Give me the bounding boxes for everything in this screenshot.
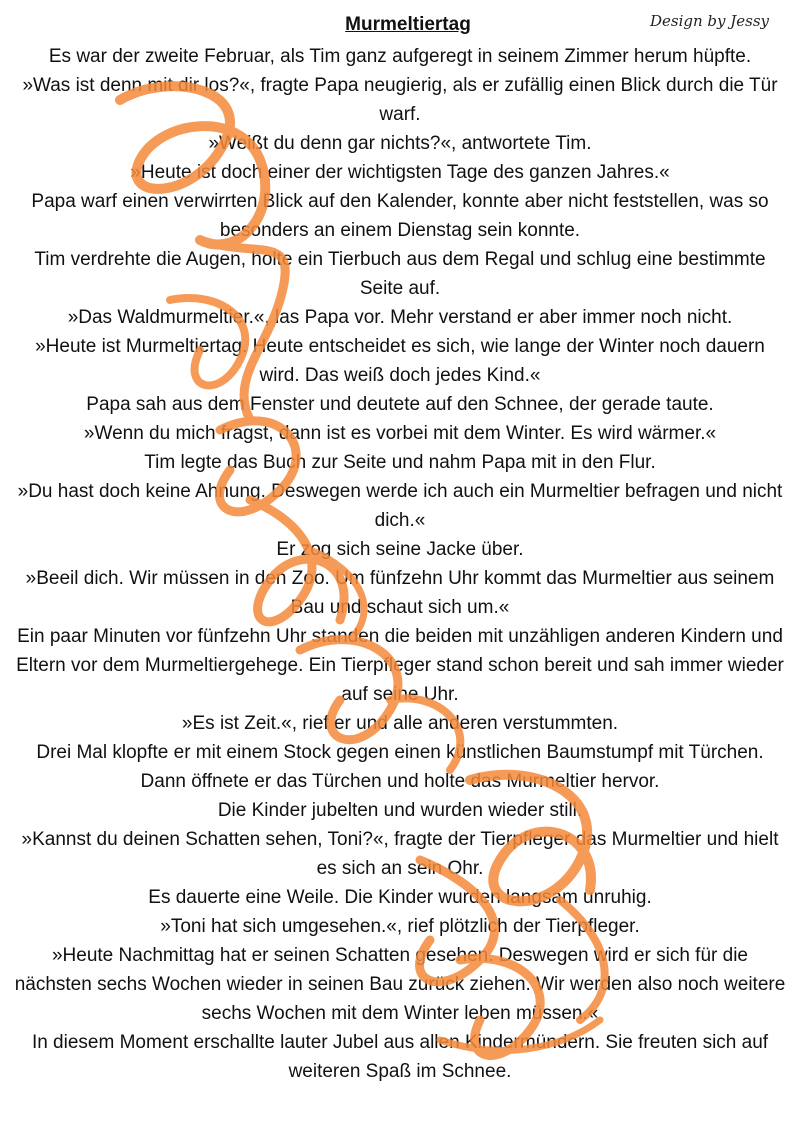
story-paragraph: »Heute Nachmittag hat er seinen Schatten gesehen. Deswegen wird er sich für die nächsten sechs Wochen wieder in seinen Bau zurück ziehen. Wir werden also noch weitere sechs Wochen mit dem Winter leben müssen.« <box>14 945 786 1024</box>
story-paragraph: Tim verdrehte die Augen, holte ein Tierbuch aus dem Regal und schlug eine bestimmte Seite auf. <box>34 249 766 299</box>
story-paragraph: »Weißt du denn gar nichts?«, antwortete Tim. <box>208 133 592 154</box>
story-paragraph: Es war der zweite Februar, als Tim ganz aufgeregt in seinem Zimmer herum hüpfte. <box>48 46 752 67</box>
story-paragraph: »Heute ist doch einer der wichtigsten Tage des ganzen Jahres.« <box>130 162 670 183</box>
story-paragraph: Papa sah aus dem Fenster und deutete auf den Schnee, der gerade taute. <box>86 394 714 415</box>
story-paragraph: »Heute ist Murmeltiertag. Heute entscheidet es sich, wie lange der Winter noch dauern wird. Das weiß doch jedes Kind.« <box>35 336 765 386</box>
story-paragraph: »Es ist Zeit.«, rief er und alle anderen verstummten. <box>181 713 619 734</box>
story-paragraph: »Du hast doch keine Ahnung. Deswegen werde ich auch ein Murmeltier befragen und nicht dich.« <box>17 481 783 531</box>
story-paragraph: Papa warf einen verwirrten Blick auf den Kalender, konnte aber nicht feststellen, was so besonders an einem Dienstag sein konnte. <box>31 191 769 241</box>
story-paragraph: Er zog sich seine Jacke über. <box>276 539 524 560</box>
story-paragraph: Ein paar Minuten vor fünfzehn Uhr standen die beiden mit unzähligen anderen Kindern und Eltern vor dem Murmeltiergehege. Ein Tierpfleger stand schon bereit und sah immer wieder auf seine Uhr. <box>16 626 784 705</box>
story-paragraph: »Beeil dich. Wir müssen in den Zoo. Um fünfzehn Uhr kommt das Murmeltier aus seinem Bau und schaut sich um.« <box>25 568 775 618</box>
story-paragraph: »Kannst du deinen Schatten sehen, Toni?«, fragte der Tierpfleger das Murmeltier und hielt es sich an sein Ohr. <box>21 829 779 879</box>
story-paragraph: Tim legte das Buch zur Seite und nahm Papa mit in den Flur. <box>144 452 656 473</box>
story-text <box>14 42 786 1086</box>
page-title: Murmeltiertag <box>345 14 471 35</box>
story-paragraph: Es dauerte eine Weile. Die Kinder wurden langsam unruhig. <box>148 887 652 908</box>
story-paragraph: In diesem Moment erschallte lauter Jubel aus allen Kindermündern. Sie freuten sich auf weiteren Spaß im Schnee. <box>31 1032 769 1082</box>
story-paragraph: »Wenn du mich fragst, dann ist es vorbei mit dem Winter. Es wird wärmer.« <box>83 423 717 444</box>
story-paragraph: Die Kinder jubelten und wurden wieder still. <box>217 800 583 821</box>
story-paragraph: »Das Waldmurmeltier.«, las Papa vor. Mehr verstand er aber immer noch nicht. <box>67 307 733 328</box>
design-credit: Design by Jessy <box>650 12 770 30</box>
story-paragraph: Drei Mal klopfte er mit einem Stock gegen einen künstlichen Baumstumpf mit Türchen. Dann öffnete er das Türchen und holte das Murmeltier hervor. <box>36 742 764 792</box>
story-paragraph: »Toni hat sich umgesehen.«, rief plötzlich der Tierpfleger. <box>160 916 640 937</box>
story-paragraph: »Was ist denn mit dir los?«, fragte Papa neugierig, als er zufällig einen Blick durch die Tür warf. <box>22 75 778 125</box>
